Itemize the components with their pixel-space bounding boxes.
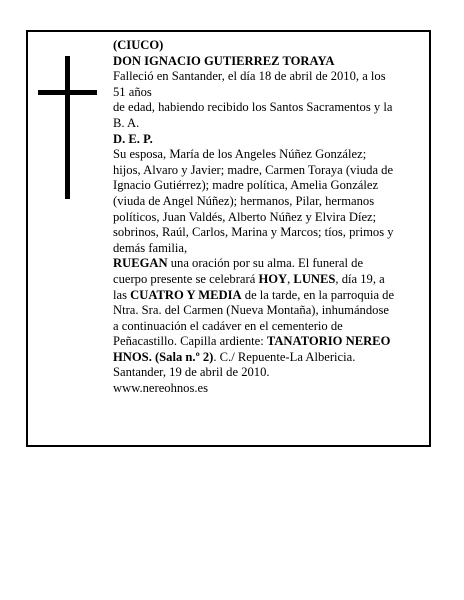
family-line: sobrinos, Raúl, Carlos, Marina y Marcos; tíos, primos y xyxy=(113,225,394,240)
death-line: de edad, habiendo recibido los Santos Sacramentos y la xyxy=(113,100,393,115)
ruegan-line: Peñacastillo. Capilla ardiente: TANATORIO NEREO xyxy=(113,334,391,349)
death-line: 51 años xyxy=(113,84,152,99)
dep-label: D. E. P. xyxy=(113,131,153,146)
website-link[interactable]: www.nereohnos.es xyxy=(113,381,209,396)
family-line: hijos, Alvaro y Javier; madre, Carmen Toraya (viuda de xyxy=(113,162,394,177)
death-line: Falleció en Santander, el día 18 de abril de 2010, a los xyxy=(113,69,386,84)
deceased-name: DON IGNACIO GUTIERREZ TORAYA xyxy=(113,53,335,68)
family-line: políticos, Juan Valdés, Alberto Núñez y Elvira Díez; xyxy=(113,209,377,224)
ruegan-line: las CUATRO Y MEDIA de la tarde, en la parroquia de xyxy=(113,287,395,302)
family-line: (viuda de Angel Núñez); hermanos, Pilar, hermanos xyxy=(113,193,375,208)
nickname: (CIUCO) xyxy=(113,38,164,52)
family-line: Ignacio Gutiérrez); madre política, Amelia González xyxy=(113,178,379,193)
family-line: demás familia, xyxy=(113,240,188,255)
date-line: Santander, 19 de abril de 2010. xyxy=(113,365,270,380)
ruegan-line: cuerpo presente se celebrará HOY, LUNES, día 19, a xyxy=(113,271,385,286)
family-line: Su esposa, María de los Angeles Núñez González; xyxy=(113,147,367,162)
ruegan-line: HNOS. (Sala n.º 2). C./ Repuente-La Albericia. xyxy=(113,349,356,364)
cross-icon xyxy=(65,56,70,199)
ruegan-line: RUEGAN una oración por su alma. El funeral de xyxy=(113,256,364,271)
obituary-text xyxy=(113,38,421,397)
death-line: B. A. xyxy=(113,115,140,130)
cross-icon-crossbar xyxy=(38,90,97,95)
ruegan-line: Ntra. Sra. del Carmen (Nueva Montaña), inhumándose xyxy=(113,303,389,318)
ruegan-line: a continuación el cadáver en el cementerio de xyxy=(113,318,343,333)
